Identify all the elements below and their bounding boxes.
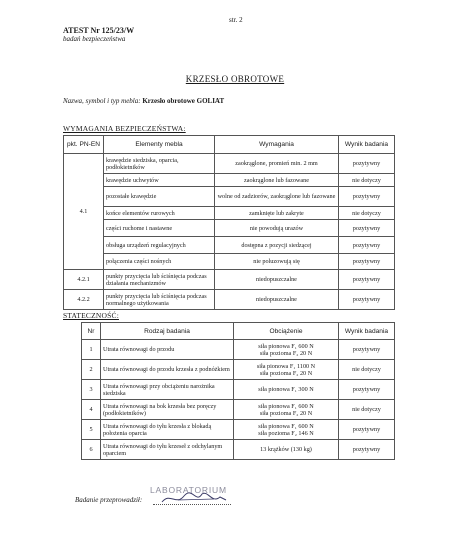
signed-by-label: Badanie przeprowadził: [75,496,143,504]
result-cell: nie dotyczy [339,400,395,420]
table-row [82,340,395,360]
result-cell: pozytywny [339,254,395,270]
table-row [64,174,395,187]
result-cell: nie dotyczy [339,360,395,380]
pkt-cell: 4.2.2 [64,290,104,310]
table-row [82,440,395,460]
nr-cell: 5 [82,420,101,440]
table-row [82,380,395,400]
header-pkt: pkt. PN-EN [64,136,104,154]
product-name: Krzesło obrotowe GOLIAT [142,97,225,105]
product-line [63,97,224,105]
test-type-cell: Utrata równowagi do przodu krzesła z podnóżkiem [101,360,234,380]
result-cell: nie dotyczy [339,207,395,220]
nr-cell: 2 [82,360,101,380]
result-cell: pozytywny [339,270,395,290]
test-type-cell: Utrata równowagi przy obciążeniu narożnika siedziska [101,380,234,400]
result-cell: pozytywny [339,237,395,254]
section-title-safety: WYMAGANIA BEZPIECZEŃSTWA: [63,124,186,133]
requirement-cell: niedopuszczalne [215,270,339,290]
signature-scribble [158,488,230,508]
table-row [82,420,395,440]
table-row [64,207,395,220]
safety-table [63,135,395,310]
element-cell: krawędzie siedziska, oparcia, podłokietników [104,154,215,174]
load-cell [234,340,339,360]
result-cell: pozytywny [339,220,395,237]
result-cell: pozytywny [339,340,395,360]
stability-table [81,322,395,460]
header-requirements: Wymagania [215,136,339,154]
table-row [64,154,395,174]
load-cell [234,420,339,440]
header-elements: Elementy mebla [104,136,215,154]
atest-subtitle: badań bezpieczeństwa [63,35,126,43]
load-line: siła pozioma F₂ 146 N [258,429,314,437]
load-cell [234,400,339,420]
table-row [64,237,395,254]
section-title-stability: STATECZNOŚĆ: [63,311,119,320]
requirement-cell: zaokrąglone lub fazowane [215,174,339,187]
load-cell: 13 krążków (130 kg) [234,440,339,460]
load-line: siła pionowa F₁ 1100 N [256,362,316,370]
pkt-cell: 4.2.1 [64,270,104,290]
nr-cell: 4 [82,400,101,420]
result-cell: nie dotyczy [339,174,395,187]
element-cell: krawędzie uchwytów [104,174,215,187]
nr-cell: 6 [82,440,101,460]
header-result: Wynik badania [339,136,395,154]
load-line: siła pionowa F₁ 600 N [258,422,314,430]
header-result: Wynik badania [339,323,395,340]
laboratory-stamp: LABORATORIUM [150,485,227,495]
element-cell: końce elementów rurowych [104,207,215,220]
load-line: siła pozioma F₂ 20 N [259,349,313,357]
requirement-cell: nie powodują urazów [215,220,339,237]
result-cell: pozytywny [339,440,395,460]
requirement-cell: niedopuszczalne [215,290,339,310]
load-cell: siła pionowa F₁ 300 N [234,380,339,400]
header-test-type: Rodzaj badania [101,323,234,340]
requirement-cell: zamknięte lub zakryte [215,207,339,220]
element-cell: połączenia części nośnych [104,254,215,270]
test-type-cell: Utrata równowagi do przodu [101,340,234,360]
load-line: siła pozioma F₂ 20 N [259,409,313,417]
test-type-cell: Utrata równowagi do tyłu krzesła z blokadą położenia oparcia [101,420,234,440]
requirement-cell: zaokrąglone, promień min. 2 mm [215,154,339,174]
product-label: Nazwa, symbol i typ mebla: [63,97,143,105]
nr-cell: 3 [82,380,101,400]
load-line: siła pionowa F₁ 600 N [258,402,314,410]
requirement-cell: wolne od zadziorów, zaokrąglone lub fazowane [215,187,339,207]
table-row [64,220,395,237]
table-row [64,270,395,290]
element-cell: części ruchome i nastawne [104,220,215,237]
table-row [64,290,395,310]
header-load: Obciążenie [234,323,339,340]
test-type-cell: Utrata równowagi do tyłu krzeseł z odchylanym oparciem [101,440,234,460]
element-cell: pozostałe krawędzie [104,187,215,207]
group-41-cell: 4.1 [64,154,104,270]
page-number: str. 2 [229,16,243,24]
load-line: siła pionowa F₁ 600 N [258,342,314,350]
test-type-cell: Utrata równowagi na bok krzesła bez poręczy (podłokietników) [101,400,234,420]
result-cell: pozytywny [339,420,395,440]
element-cell: obsługa urządzeń regulacyjnych [104,237,215,254]
requirement-cell: nie poluzowują się [215,254,339,270]
header-nr: Nr [82,323,101,340]
requirement-cell: dostępna z pozycji siedzącej [215,237,339,254]
nr-cell: 1 [82,340,101,360]
result-cell: pozytywny [339,290,395,310]
table-header-row [82,323,395,340]
load-cell [234,360,339,380]
table-header-row [64,136,395,154]
element-cell: punkty przycięcia lub ściśnięcia podczas działania mechanizmów [104,270,215,290]
result-cell: pozytywny [339,380,395,400]
table-row [64,254,395,270]
result-cell: pozytywny [339,187,395,207]
table-row [64,187,395,207]
load-line: siła pozioma F₂ 20 N [259,369,313,377]
table-row [82,400,395,420]
atest-number: ATEST Nr 125/23/W [63,26,135,35]
element-cell: punkty przycięcia lub ściśnięcia podczas normalnego użytkowania [104,290,215,310]
result-cell: pozytywny [339,154,395,174]
document-title: KRZESŁO OBROTOWE [185,74,285,84]
table-row [82,360,395,380]
